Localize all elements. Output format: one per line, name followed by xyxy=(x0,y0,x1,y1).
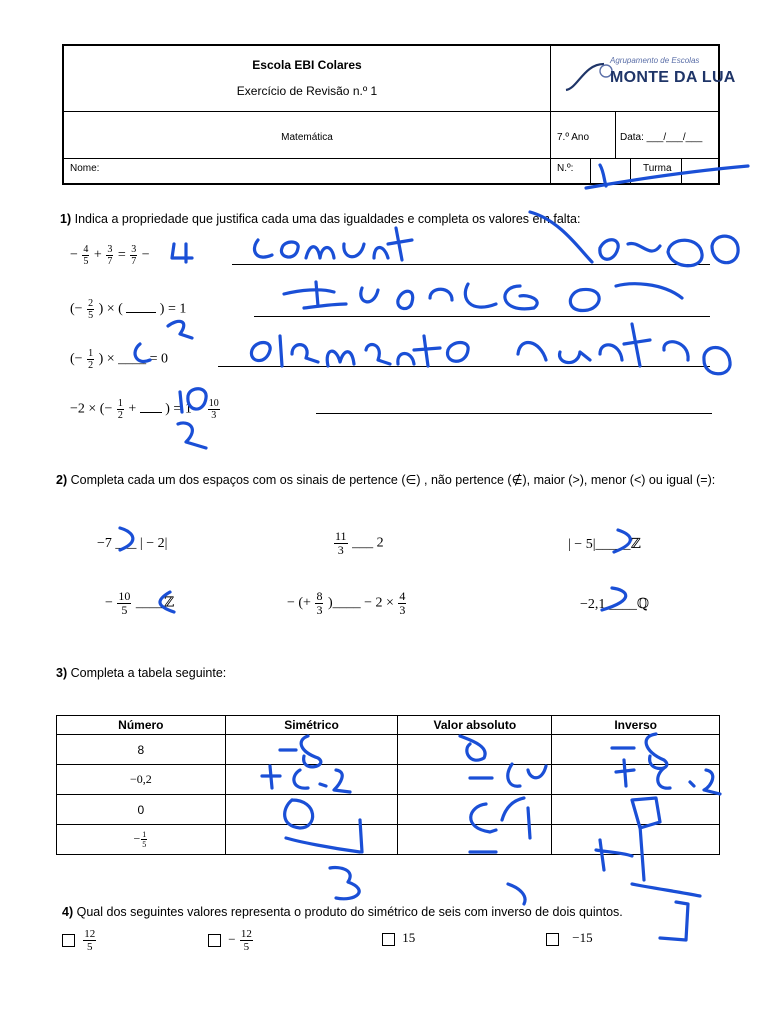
q1-equation-3: (− $\frac{1}{2}$ ) × ____ = 0 xyxy=(70,348,169,371)
q1-equation-1: − $\frac{4}{5}$ + $\frac{3}{7}$ = $\frac{3}{7}$ − xyxy=(70,244,150,267)
q2-item-3[interactable]: | − 5|_____ℤ xyxy=(568,537,641,552)
question-4-text: Qual dos seguintes valores representa o produto do simétrico de seis com inverso de dois quintos. xyxy=(76,905,623,919)
cell-valor-absoluto[interactable] xyxy=(398,735,552,765)
q2-item-6[interactable]: −2,1 ____ℚ xyxy=(580,597,650,612)
cell-valor-absoluto[interactable] xyxy=(398,795,552,825)
question-1-number: 1) xyxy=(60,212,72,226)
question-4 xyxy=(62,905,623,919)
header-row-title xyxy=(64,46,736,112)
cell-simetrico[interactable] xyxy=(225,735,398,765)
header-inverso: Inverso xyxy=(552,716,720,735)
class-field[interactable] xyxy=(681,159,722,185)
cell-simetrico[interactable] xyxy=(225,825,398,855)
question-2-text: Completa cada um dos espaços com os sinais de pertence (∈) , não pertence (∉), maior (>), menor (<) ou igual (=): xyxy=(70,473,716,487)
number-label: N.º: xyxy=(557,163,574,174)
question-3-text: Completa a tabela seguinte: xyxy=(70,666,227,680)
logo-swoosh-icon xyxy=(564,58,614,98)
logo-subtitle: Agrupamento de Escolas xyxy=(610,56,700,65)
exercise-title: Exercício de Revisão n.º 1 xyxy=(236,84,378,98)
name-label: Nome: xyxy=(70,163,100,174)
logo-title: MONTE DA LUA xyxy=(610,69,736,86)
checkbox-icon[interactable] xyxy=(546,933,559,946)
checkbox-icon[interactable] xyxy=(382,933,395,946)
q1-equation-4: −2 × (− $\frac{1}{2}$ + ) = 1 − $\frac{10}{3}$ xyxy=(70,398,219,421)
q1-answer-line-2[interactable] xyxy=(254,316,710,317)
question-1 xyxy=(60,212,580,226)
q1-answer-line-3[interactable] xyxy=(218,366,710,367)
q4-option-3[interactable]: 15 xyxy=(382,930,415,946)
header-numero: Número xyxy=(57,716,226,735)
cell-inverso[interactable] xyxy=(552,735,720,765)
header-simetrico: Simétrico xyxy=(225,716,398,735)
q1-blank-2[interactable] xyxy=(126,312,156,313)
row-number: 0 xyxy=(57,795,226,825)
header-row-name xyxy=(64,159,718,185)
cell-inverso[interactable] xyxy=(552,795,720,825)
row-number: −0,2 xyxy=(57,765,226,795)
q4-option-4[interactable]: −15 xyxy=(546,930,593,946)
class-cell[interactable] xyxy=(630,159,681,185)
cell-valor-absoluto[interactable] xyxy=(398,765,552,795)
school-name: Escola EBI Colares xyxy=(252,58,362,72)
question-3-number: 3) xyxy=(56,666,68,680)
header-row-subject xyxy=(64,112,718,159)
q2-item-1[interactable]: −7 ___ | − 2| xyxy=(97,536,168,551)
checkbox-icon[interactable] xyxy=(62,934,75,947)
row-number: 8 xyxy=(57,735,226,765)
q2-item-4[interactable]: − $\frac{10}{5}$ ____ℤ xyxy=(105,589,175,617)
table-row xyxy=(57,825,720,855)
school-logo xyxy=(564,54,736,106)
q4-option-1[interactable]: $\frac{12}{5}$ xyxy=(62,928,97,953)
number-field[interactable] xyxy=(590,159,630,185)
number-cell[interactable] xyxy=(550,159,590,185)
question-2-number: 2) xyxy=(56,473,68,487)
q2-item-5[interactable]: − (+ $\frac{8}{3}$ )____ − 2 × $\frac{4}{3}$ xyxy=(287,589,406,617)
checkbox-icon[interactable] xyxy=(208,934,221,947)
header-valor-absoluto: Valor absoluto xyxy=(398,716,552,735)
table-row xyxy=(57,765,720,795)
subject-label: Matemática xyxy=(281,132,333,143)
date-cell[interactable] xyxy=(615,112,722,158)
q4-option-2[interactable]: − $\frac{12}{5}$ xyxy=(208,928,254,953)
q1-answer-line-4[interactable] xyxy=(316,413,712,414)
grade-label: 7.º Ano xyxy=(557,132,590,143)
grade-cell xyxy=(550,112,615,158)
cell-inverso[interactable] xyxy=(552,825,720,855)
q1-blank-4[interactable] xyxy=(140,412,162,413)
q1-answer-line-1[interactable] xyxy=(232,264,710,265)
number-table xyxy=(56,715,720,855)
table-row xyxy=(57,795,720,825)
table-row xyxy=(57,735,720,765)
q2-item-2[interactable]: $\frac{11}{3}$ ___ 2 xyxy=(335,529,384,557)
class-label: Turma xyxy=(643,163,672,174)
question-4-number: 4) xyxy=(62,905,74,919)
date-label: Data: ___/___/___ xyxy=(620,132,703,143)
cell-simetrico[interactable] xyxy=(225,795,398,825)
header-divider xyxy=(550,46,552,111)
cell-valor-absoluto[interactable] xyxy=(398,825,552,855)
question-3 xyxy=(56,666,226,680)
question-2 xyxy=(56,469,716,491)
cell-simetrico[interactable] xyxy=(225,765,398,795)
q1-equation-2: (− $\frac{2}{5}$ ) × ( ) = 1 xyxy=(70,298,187,321)
table-header-row xyxy=(57,716,720,735)
worksheet-header xyxy=(62,44,736,185)
cell-inverso[interactable] xyxy=(552,765,720,795)
row-number: − $\frac{1}{5}$ xyxy=(57,825,226,855)
question-1-text: Indica a propriedade que justifica cada uma das igualdades e completa os valores em falta: xyxy=(74,212,581,226)
